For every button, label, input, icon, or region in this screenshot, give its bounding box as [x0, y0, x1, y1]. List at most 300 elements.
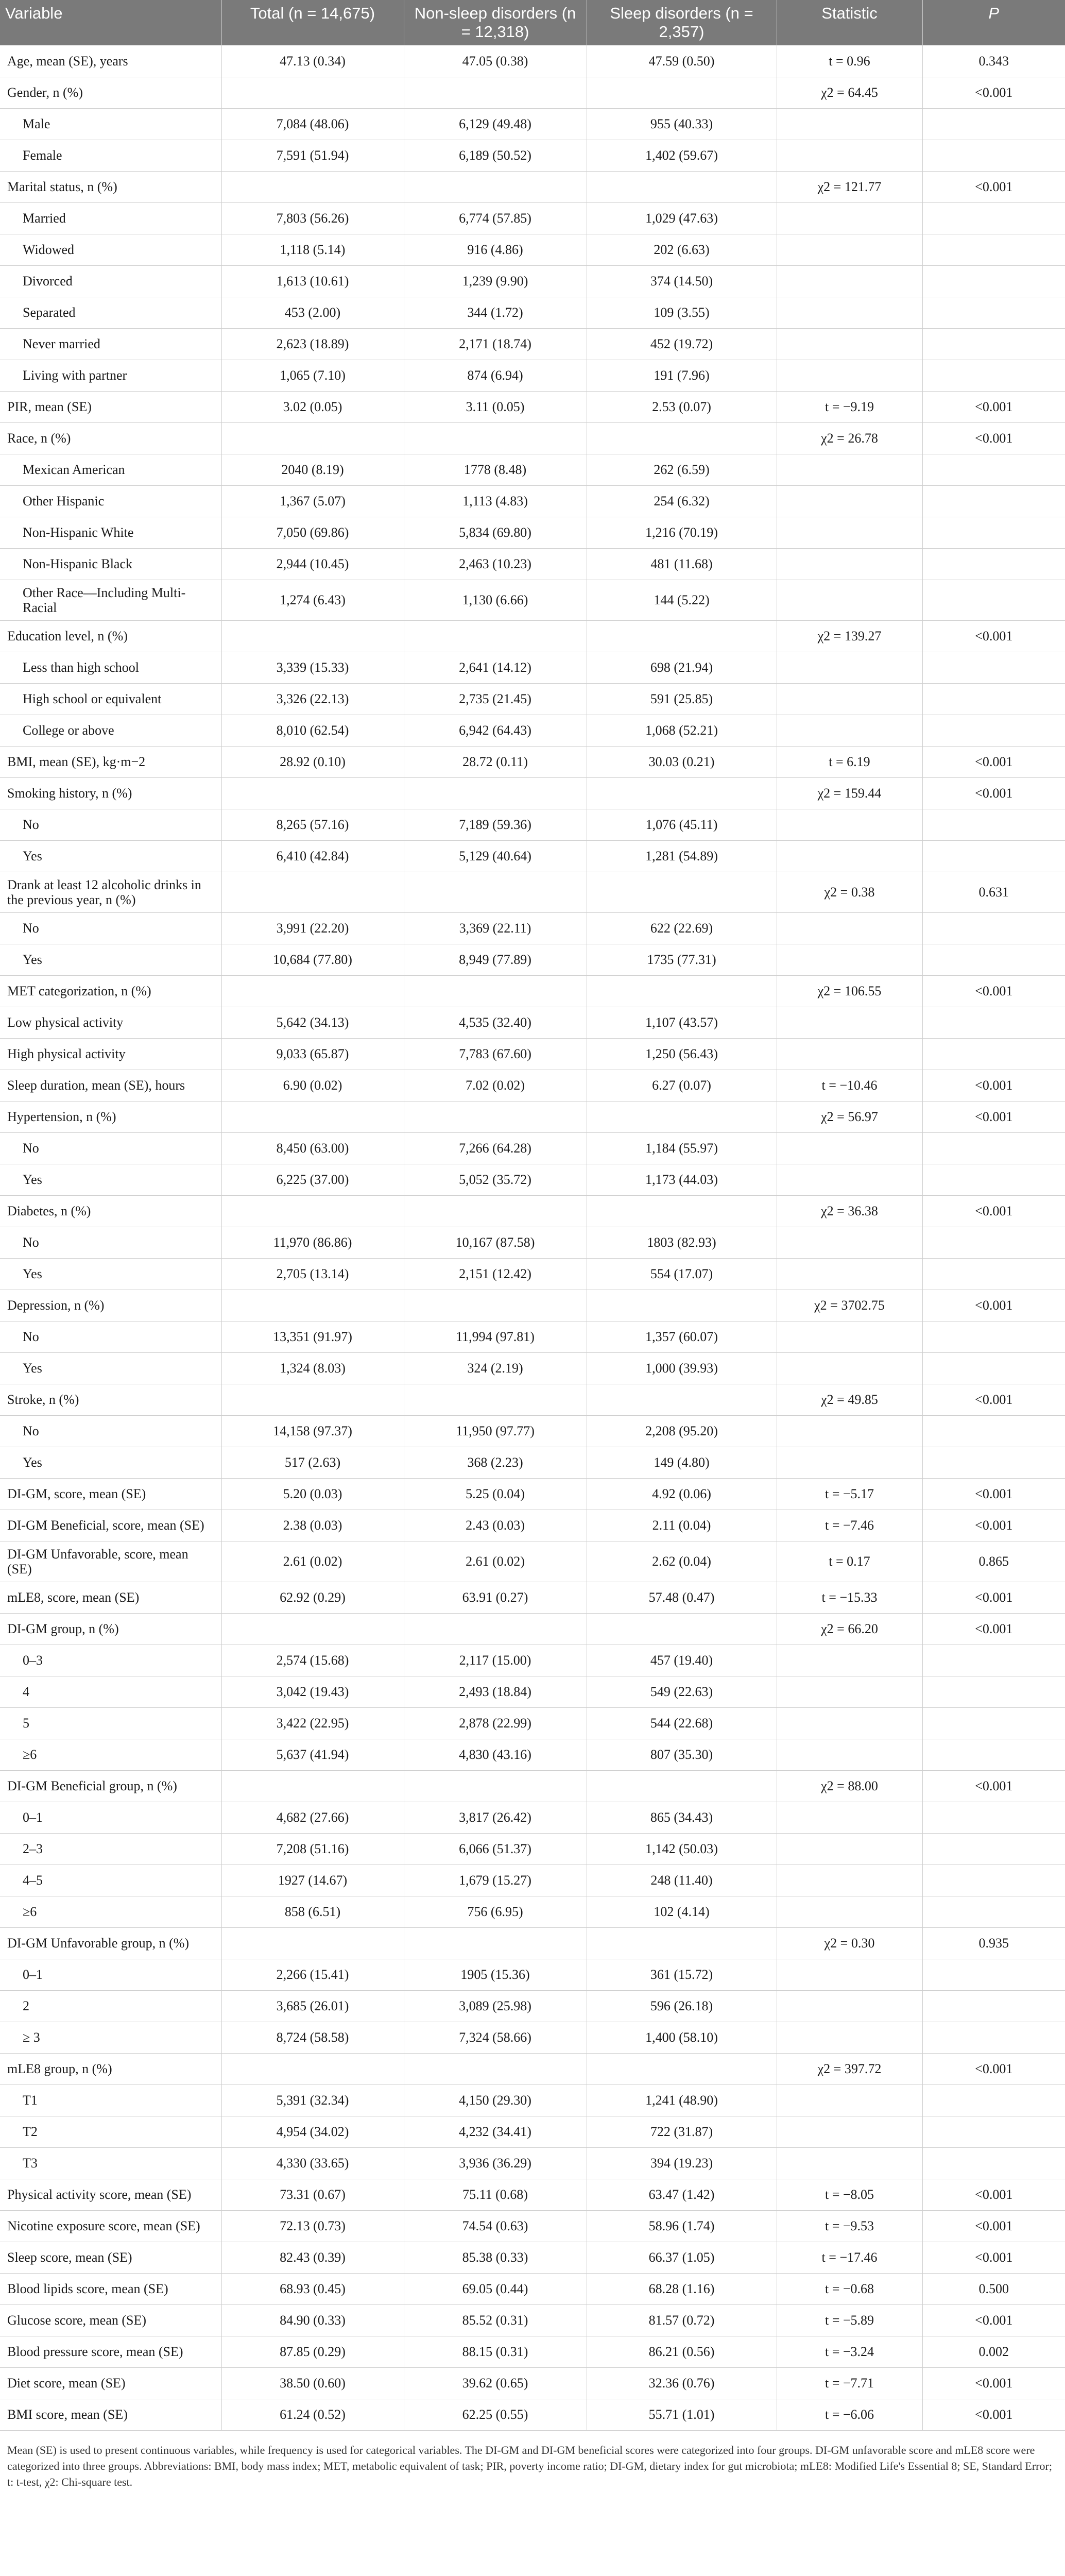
- cell-sleep: 394 (19.23): [587, 2147, 777, 2179]
- cell-total: 6,410 (42.84): [221, 840, 404, 872]
- cell-sleep: [587, 1613, 777, 1645]
- cell-p: <0.001: [922, 1290, 1065, 1321]
- cell-sleep: 2.62 (0.04): [587, 1541, 777, 1582]
- cell-non-sleep: 3,936 (36.29): [404, 2147, 587, 2179]
- cell-non-sleep: 4,535 (32.40): [404, 1007, 587, 1038]
- table-row: [0, 683, 1065, 715]
- cell-p: 0.343: [922, 45, 1065, 77]
- cell-total: 6.90 (0.02): [221, 1070, 404, 1101]
- cell-variable: 4: [0, 1676, 221, 1707]
- cell-sleep: 1,250 (56.43): [587, 1038, 777, 1070]
- cell-sleep: 1,281 (54.89): [587, 840, 777, 872]
- cell-total: 2,623 (18.89): [221, 328, 404, 360]
- table-row: [0, 140, 1065, 171]
- cell-non-sleep: [404, 422, 587, 454]
- table-row: [0, 2116, 1065, 2147]
- table-row: [0, 454, 1065, 485]
- cell-total: 82.43 (0.39): [221, 2242, 404, 2273]
- cell-variable: Marital status, n (%): [0, 171, 221, 202]
- cell-total: 3,042 (19.43): [221, 1676, 404, 1707]
- cell-non-sleep: 63.91 (0.27): [404, 1582, 587, 1613]
- cell-non-sleep: 874 (6.94): [404, 360, 587, 391]
- cell-statistic: [777, 1321, 922, 1352]
- cell-statistic: [777, 2147, 922, 2179]
- table-row: [0, 1959, 1065, 1990]
- cell-statistic: [777, 580, 922, 620]
- cell-non-sleep: 7.02 (0.02): [404, 1070, 587, 1101]
- cell-statistic: [777, 485, 922, 517]
- table-row: [0, 1132, 1065, 1164]
- table-row: [0, 1613, 1065, 1645]
- cell-statistic: t = −8.05: [777, 2179, 922, 2210]
- cell-variable: Mexican American: [0, 454, 221, 485]
- cell-non-sleep: 756 (6.95): [404, 1896, 587, 1927]
- cell-statistic: [777, 2022, 922, 2053]
- cell-total: 7,050 (69.86): [221, 517, 404, 548]
- table-row: [0, 297, 1065, 328]
- table-row: [0, 1707, 1065, 1739]
- table-row: [0, 746, 1065, 777]
- cell-total: [221, 1101, 404, 1132]
- cell-statistic: [777, 1227, 922, 1258]
- cell-p: [922, 2022, 1065, 2053]
- table-row: [0, 2179, 1065, 2210]
- table-row: [0, 360, 1065, 391]
- cell-non-sleep: [404, 2053, 587, 2084]
- table-row: [0, 1865, 1065, 1896]
- cell-sleep: 55.71 (1.01): [587, 2399, 777, 2430]
- cell-p: <0.001: [922, 2179, 1065, 2210]
- cell-variable: Race, n (%): [0, 422, 221, 454]
- cell-variable: No: [0, 809, 221, 840]
- cell-non-sleep: 6,774 (57.85): [404, 202, 587, 234]
- cell-statistic: χ2 = 66.20: [777, 1613, 922, 1645]
- cell-total: 47.13 (0.34): [221, 45, 404, 77]
- cell-p: <0.001: [922, 422, 1065, 454]
- cell-non-sleep: 2,641 (14.12): [404, 652, 587, 683]
- cell-total: 84.90 (0.33): [221, 2304, 404, 2336]
- cell-variable: ≥6: [0, 1739, 221, 1770]
- table-row: [0, 2304, 1065, 2336]
- cell-non-sleep: 368 (2.23): [404, 1447, 587, 1478]
- cell-sleep: 1,357 (60.07): [587, 1321, 777, 1352]
- cell-total: 1,118 (5.14): [221, 234, 404, 265]
- cell-sleep: 202 (6.63): [587, 234, 777, 265]
- cell-total: 3,326 (22.13): [221, 683, 404, 715]
- cell-sleep: 57.48 (0.47): [587, 1582, 777, 1613]
- cell-sleep: 955 (40.33): [587, 108, 777, 140]
- cell-statistic: t = −17.46: [777, 2242, 922, 2273]
- cell-p: <0.001: [922, 1478, 1065, 1510]
- table-row: [0, 1415, 1065, 1447]
- table-row: [0, 1321, 1065, 1352]
- cell-non-sleep: 1,130 (6.66): [404, 580, 587, 620]
- cell-variable: DI-GM group, n (%): [0, 1613, 221, 1645]
- table-row: [0, 202, 1065, 234]
- cell-non-sleep: [404, 1384, 587, 1415]
- cell-total: 13,351 (91.97): [221, 1321, 404, 1352]
- cell-sleep: 58.96 (1.74): [587, 2210, 777, 2242]
- table-row: [0, 2147, 1065, 2179]
- cell-non-sleep: 1,113 (4.83): [404, 485, 587, 517]
- table-row: [0, 944, 1065, 975]
- cell-p: <0.001: [922, 2242, 1065, 2273]
- cell-total: 8,724 (58.58): [221, 2022, 404, 2053]
- cell-statistic: t = 0.96: [777, 45, 922, 77]
- cell-sleep: 1,184 (55.97): [587, 1132, 777, 1164]
- cell-variable: 5: [0, 1707, 221, 1739]
- cell-non-sleep: 7,783 (67.60): [404, 1038, 587, 1070]
- cell-p: [922, 1038, 1065, 1070]
- cell-p: [922, 2084, 1065, 2116]
- cell-non-sleep: 3,089 (25.98): [404, 1990, 587, 2022]
- cell-non-sleep: 2,171 (18.74): [404, 328, 587, 360]
- cell-non-sleep: 8,949 (77.89): [404, 944, 587, 975]
- cell-total: 1927 (14.67): [221, 1865, 404, 1896]
- cell-statistic: t = −15.33: [777, 1582, 922, 1613]
- table-row: [0, 1541, 1065, 1582]
- cell-p: <0.001: [922, 1613, 1065, 1645]
- table-row: [0, 171, 1065, 202]
- cell-sleep: 1,142 (50.03): [587, 1833, 777, 1865]
- cell-total: 5,391 (32.34): [221, 2084, 404, 2116]
- cell-p: [922, 840, 1065, 872]
- cell-sleep: 66.37 (1.05): [587, 2242, 777, 2273]
- cell-statistic: χ2 = 0.38: [777, 872, 922, 912]
- cell-p: [922, 1227, 1065, 1258]
- cell-variable: PIR, mean (SE): [0, 391, 221, 422]
- header-sleep: Sleep disorders (n = 2,357): [587, 0, 777, 45]
- cell-total: 4,954 (34.02): [221, 2116, 404, 2147]
- cell-variable: Diet score, mean (SE): [0, 2367, 221, 2399]
- cell-sleep: 81.57 (0.72): [587, 2304, 777, 2336]
- table-row: [0, 517, 1065, 548]
- cell-variable: Living with partner: [0, 360, 221, 391]
- cell-p: [922, 1990, 1065, 2022]
- cell-variable: BMI score, mean (SE): [0, 2399, 221, 2430]
- cell-sleep: [587, 1927, 777, 1959]
- cell-variable: Yes: [0, 840, 221, 872]
- table-row: [0, 2242, 1065, 2273]
- cell-variable: Drank at least 12 alcoholic drinks in the previous year, n (%): [0, 872, 221, 912]
- cell-statistic: [777, 360, 922, 391]
- cell-variable: High physical activity: [0, 1038, 221, 1070]
- cell-statistic: [777, 2116, 922, 2147]
- cell-total: [221, 1927, 404, 1959]
- table-row: [0, 1896, 1065, 1927]
- cell-statistic: t = −9.53: [777, 2210, 922, 2242]
- table-row: [0, 485, 1065, 517]
- table-row: [0, 1990, 1065, 2022]
- cell-total: [221, 1384, 404, 1415]
- cell-total: 1,367 (5.07): [221, 485, 404, 517]
- cell-total: [221, 975, 404, 1007]
- cell-non-sleep: 2,878 (22.99): [404, 1707, 587, 1739]
- cell-statistic: [777, 1802, 922, 1833]
- cell-total: 1,324 (8.03): [221, 1352, 404, 1384]
- table-row: [0, 620, 1065, 652]
- cell-p: [922, 1352, 1065, 1384]
- cell-variable: Yes: [0, 1164, 221, 1195]
- cell-p: [922, 1676, 1065, 1707]
- cell-non-sleep: 916 (4.86): [404, 234, 587, 265]
- cell-total: 3,339 (15.33): [221, 652, 404, 683]
- cell-variable: Yes: [0, 1258, 221, 1290]
- cell-variable: DI-GM Unfavorable group, n (%): [0, 1927, 221, 1959]
- cell-non-sleep: 10,167 (87.58): [404, 1227, 587, 1258]
- cell-sleep: 1,107 (43.57): [587, 1007, 777, 1038]
- cell-p: [922, 1447, 1065, 1478]
- cell-sleep: 1,216 (70.19): [587, 517, 777, 548]
- cell-sleep: 63.47 (1.42): [587, 2179, 777, 2210]
- cell-variable: Smoking history, n (%): [0, 777, 221, 809]
- table-body: [0, 45, 1065, 2430]
- cell-total: 1,065 (7.10): [221, 360, 404, 391]
- cell-non-sleep: [404, 1195, 587, 1227]
- cell-p: [922, 683, 1065, 715]
- table-row: [0, 1007, 1065, 1038]
- cell-statistic: χ2 = 139.27: [777, 620, 922, 652]
- cell-sleep: 149 (4.80): [587, 1447, 777, 1478]
- cell-statistic: [777, 1959, 922, 1990]
- table-row: [0, 1676, 1065, 1707]
- table-row: [0, 777, 1065, 809]
- cell-statistic: [777, 202, 922, 234]
- cell-statistic: [777, 1865, 922, 1896]
- cell-p: [922, 265, 1065, 297]
- cell-non-sleep: 2,735 (21.45): [404, 683, 587, 715]
- cell-p: [922, 2147, 1065, 2179]
- cell-variable: Yes: [0, 944, 221, 975]
- cell-variable: Non-Hispanic White: [0, 517, 221, 548]
- cell-sleep: [587, 2053, 777, 2084]
- cell-variable: Blood pressure score, mean (SE): [0, 2336, 221, 2367]
- cell-sleep: [587, 1101, 777, 1132]
- table-row: [0, 912, 1065, 944]
- cell-variable: 0–1: [0, 1802, 221, 1833]
- cell-non-sleep: 1,679 (15.27): [404, 1865, 587, 1896]
- cell-non-sleep: [404, 1927, 587, 1959]
- cell-sleep: 374 (14.50): [587, 265, 777, 297]
- cell-variable: Never married: [0, 328, 221, 360]
- cell-total: 73.31 (0.67): [221, 2179, 404, 2210]
- cell-total: 62.92 (0.29): [221, 1582, 404, 1613]
- cell-variable: Female: [0, 140, 221, 171]
- cell-sleep: 4.92 (0.06): [587, 1478, 777, 1510]
- cell-sleep: [587, 422, 777, 454]
- cell-sleep: [587, 777, 777, 809]
- cell-total: 68.93 (0.45): [221, 2273, 404, 2304]
- table-row: [0, 580, 1065, 620]
- cell-total: 1,613 (10.61): [221, 265, 404, 297]
- cell-total: 9,033 (65.87): [221, 1038, 404, 1070]
- cell-p: <0.001: [922, 2367, 1065, 2399]
- cell-p: [922, 1802, 1065, 1833]
- cell-variable: BMI, mean (SE), kg·m−2: [0, 746, 221, 777]
- cell-statistic: [777, 517, 922, 548]
- cell-total: 1,274 (6.43): [221, 580, 404, 620]
- cell-sleep: 596 (26.18): [587, 1990, 777, 2022]
- cell-variable: 0–1: [0, 1959, 221, 1990]
- table-row: [0, 872, 1065, 912]
- cell-sleep: 86.21 (0.56): [587, 2336, 777, 2367]
- cell-p: [922, 652, 1065, 683]
- table-row: [0, 391, 1065, 422]
- cell-total: [221, 1195, 404, 1227]
- cell-total: 453 (2.00): [221, 297, 404, 328]
- cell-non-sleep: [404, 620, 587, 652]
- cell-non-sleep: [404, 1101, 587, 1132]
- cell-non-sleep: [404, 1770, 587, 1802]
- cell-p: [922, 1865, 1065, 1896]
- cell-total: 7,084 (48.06): [221, 108, 404, 140]
- cell-p: [922, 1258, 1065, 1290]
- cell-total: 858 (6.51): [221, 1896, 404, 1927]
- cell-variable: T2: [0, 2116, 221, 2147]
- cell-sleep: [587, 975, 777, 1007]
- table-row: [0, 1510, 1065, 1541]
- cell-p: <0.001: [922, 1101, 1065, 1132]
- cell-non-sleep: 11,950 (97.77): [404, 1415, 587, 1447]
- cell-variable: ≥6: [0, 1896, 221, 1927]
- cell-sleep: 1,000 (39.93): [587, 1352, 777, 1384]
- cell-statistic: [777, 1447, 922, 1478]
- cell-statistic: [777, 108, 922, 140]
- cell-total: 10,684 (77.80): [221, 944, 404, 975]
- cell-variable: MET categorization, n (%): [0, 975, 221, 1007]
- cell-variable: No: [0, 1132, 221, 1164]
- header-p: P: [922, 0, 1065, 45]
- cell-variable: Widowed: [0, 234, 221, 265]
- cell-total: 4,330 (33.65): [221, 2147, 404, 2179]
- cell-sleep: 361 (15.72): [587, 1959, 777, 1990]
- cell-total: 3.02 (0.05): [221, 391, 404, 422]
- cell-p: 0.865: [922, 1541, 1065, 1582]
- cell-variable: Less than high school: [0, 652, 221, 683]
- cell-statistic: [777, 297, 922, 328]
- cell-sleep: 2.11 (0.04): [587, 1510, 777, 1541]
- cell-statistic: [777, 2084, 922, 2116]
- cell-p: <0.001: [922, 2210, 1065, 2242]
- header-variable: Variable: [0, 0, 221, 45]
- cell-p: <0.001: [922, 1582, 1065, 1613]
- cell-statistic: χ2 = 0.30: [777, 1927, 922, 1959]
- cell-sleep: 722 (31.87): [587, 2116, 777, 2147]
- cell-statistic: [777, 548, 922, 580]
- table-row: [0, 1195, 1065, 1227]
- table-row: [0, 975, 1065, 1007]
- cell-variable: DI-GM Beneficial group, n (%): [0, 1770, 221, 1802]
- cell-statistic: [777, 265, 922, 297]
- cell-variable: Stroke, n (%): [0, 1384, 221, 1415]
- cell-p: [922, 809, 1065, 840]
- cell-statistic: [777, 328, 922, 360]
- cell-variable: Yes: [0, 1352, 221, 1384]
- cell-p: <0.001: [922, 2399, 1065, 2430]
- table-row: [0, 1802, 1065, 1833]
- cell-p: 0.631: [922, 872, 1065, 912]
- cell-total: 2,574 (15.68): [221, 1645, 404, 1676]
- cell-statistic: [777, 1645, 922, 1676]
- table-row: [0, 1478, 1065, 1510]
- cell-variable: College or above: [0, 715, 221, 746]
- cell-sleep: 144 (5.22): [587, 580, 777, 620]
- table-row: [0, 1770, 1065, 1802]
- cell-statistic: [777, 454, 922, 485]
- cell-sleep: 2.53 (0.07): [587, 391, 777, 422]
- cell-total: [221, 171, 404, 202]
- cell-total: 2.38 (0.03): [221, 1510, 404, 1541]
- cell-p: <0.001: [922, 1384, 1065, 1415]
- cell-total: 4,682 (27.66): [221, 1802, 404, 1833]
- cell-sleep: 1,241 (48.90): [587, 2084, 777, 2116]
- cell-variable: Glucose score, mean (SE): [0, 2304, 221, 2336]
- cell-non-sleep: 6,129 (49.48): [404, 108, 587, 140]
- cell-sleep: 32.36 (0.76): [587, 2367, 777, 2399]
- table-row: [0, 1384, 1065, 1415]
- cell-p: [922, 1645, 1065, 1676]
- cell-non-sleep: 324 (2.19): [404, 1352, 587, 1384]
- cell-p: <0.001: [922, 391, 1065, 422]
- cell-total: [221, 77, 404, 108]
- cell-total: 5.20 (0.03): [221, 1478, 404, 1510]
- cell-statistic: t = −5.89: [777, 2304, 922, 2336]
- cell-non-sleep: 7,266 (64.28): [404, 1132, 587, 1164]
- cell-total: 8,450 (63.00): [221, 1132, 404, 1164]
- cell-p: 0.500: [922, 2273, 1065, 2304]
- cell-statistic: [777, 715, 922, 746]
- cell-variable: Nicotine exposure score, mean (SE): [0, 2210, 221, 2242]
- cell-non-sleep: [404, 975, 587, 1007]
- cell-sleep: 1,173 (44.03): [587, 1164, 777, 1195]
- cell-total: 28.92 (0.10): [221, 746, 404, 777]
- cell-p: [922, 360, 1065, 391]
- cell-variable: Married: [0, 202, 221, 234]
- cell-non-sleep: 74.54 (0.63): [404, 2210, 587, 2242]
- cell-p: <0.001: [922, 171, 1065, 202]
- cell-total: [221, 1290, 404, 1321]
- table-row: [0, 548, 1065, 580]
- cell-variable: DI-GM, score, mean (SE): [0, 1478, 221, 1510]
- cell-total: 3,991 (22.20): [221, 912, 404, 944]
- cell-p: [922, 548, 1065, 580]
- cell-variable: Gender, n (%): [0, 77, 221, 108]
- cell-statistic: [777, 1038, 922, 1070]
- cell-sleep: 1,068 (52.21): [587, 715, 777, 746]
- cell-p: [922, 580, 1065, 620]
- cell-statistic: [777, 840, 922, 872]
- cell-p: [922, 715, 1065, 746]
- cell-non-sleep: 6,942 (64.43): [404, 715, 587, 746]
- cell-total: 14,158 (97.37): [221, 1415, 404, 1447]
- cell-non-sleep: 75.11 (0.68): [404, 2179, 587, 2210]
- cell-non-sleep: 3,817 (26.42): [404, 1802, 587, 1833]
- table-row: [0, 1645, 1065, 1676]
- cell-p: [922, 140, 1065, 171]
- cell-sleep: 807 (35.30): [587, 1739, 777, 1770]
- cell-non-sleep: 7,324 (58.66): [404, 2022, 587, 2053]
- cell-variable: Hypertension, n (%): [0, 1101, 221, 1132]
- cell-statistic: χ2 = 159.44: [777, 777, 922, 809]
- table-row: [0, 1164, 1065, 1195]
- cell-p: [922, 1739, 1065, 1770]
- cell-non-sleep: 1905 (15.36): [404, 1959, 587, 1990]
- table-row: [0, 77, 1065, 108]
- cell-sleep: 1,402 (59.67): [587, 140, 777, 171]
- cell-sleep: 452 (19.72): [587, 328, 777, 360]
- cell-sleep: 248 (11.40): [587, 1865, 777, 1896]
- cell-non-sleep: 5,834 (69.80): [404, 517, 587, 548]
